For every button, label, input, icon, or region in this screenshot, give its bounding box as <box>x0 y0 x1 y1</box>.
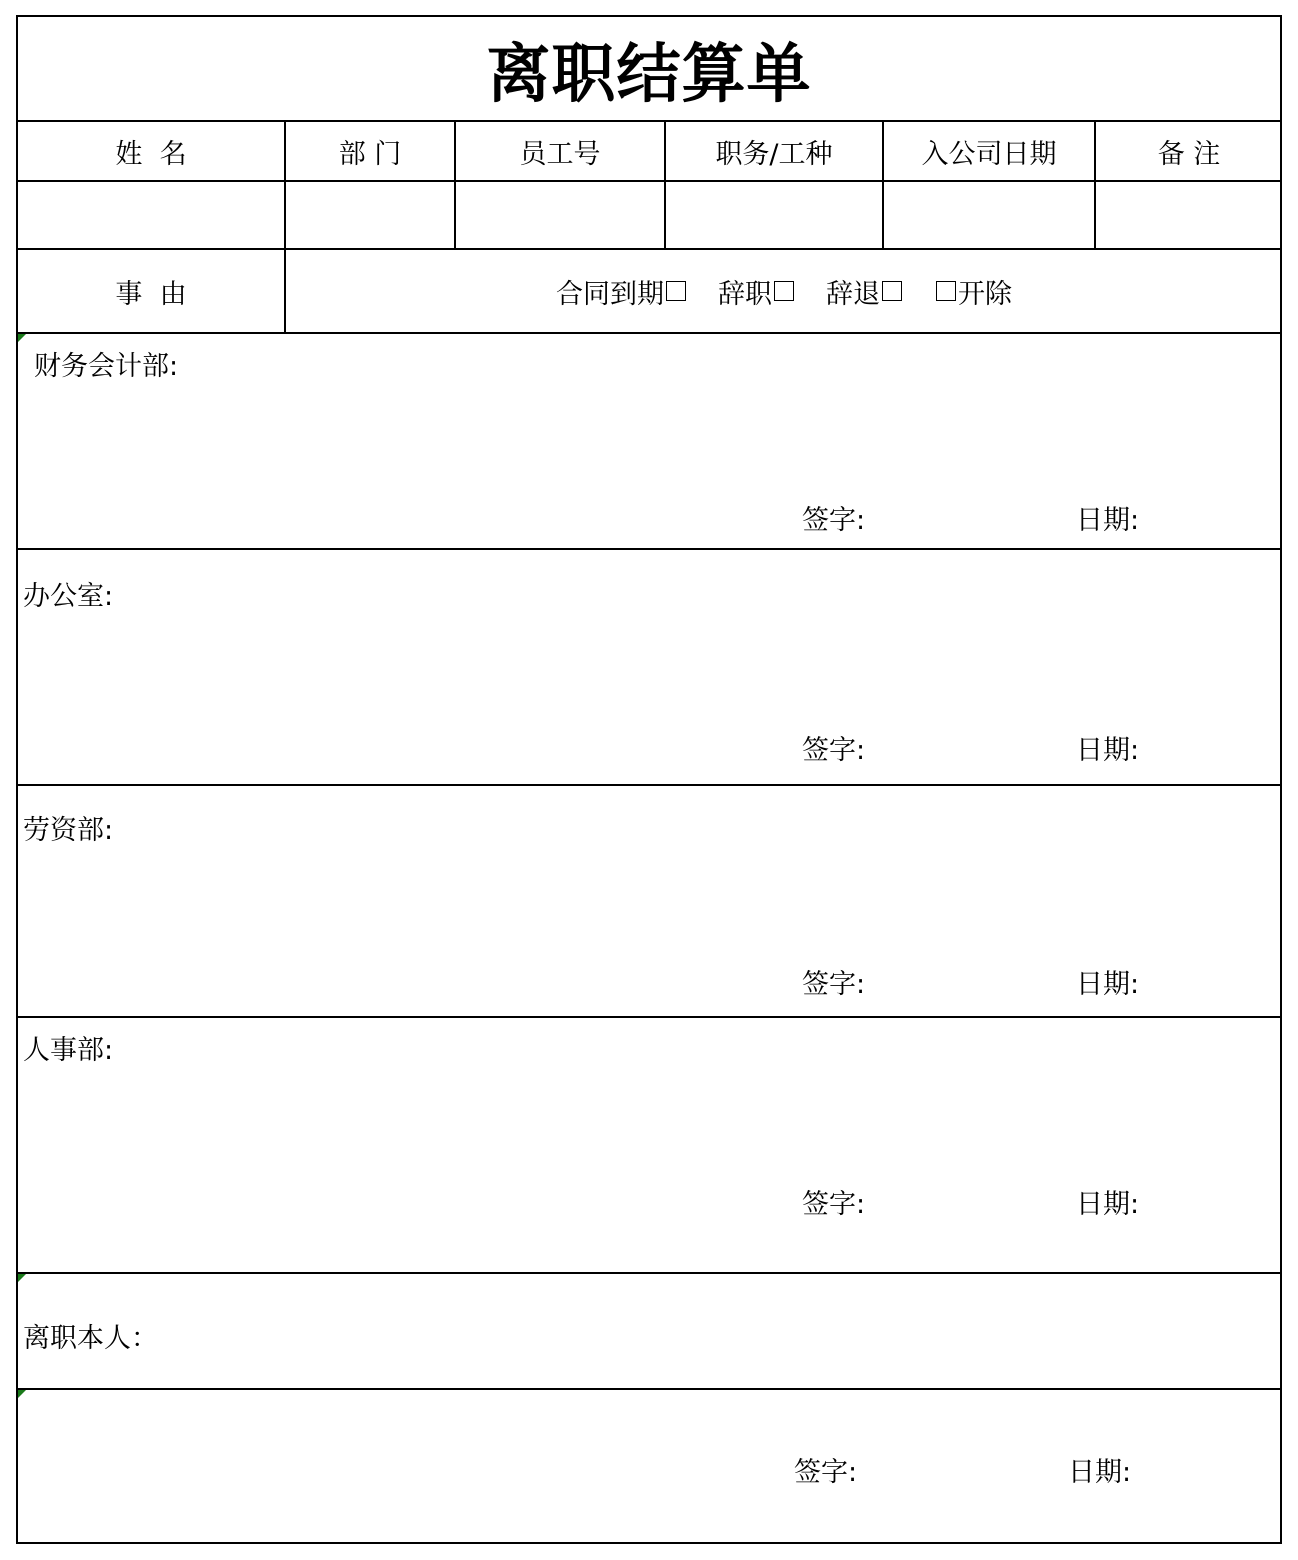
join-date-field[interactable] <box>884 182 1094 248</box>
form-title: 离职结算单 <box>486 38 812 112</box>
date-label: 日期: <box>1076 735 1140 766</box>
cell-comment-marker <box>18 1390 26 1398</box>
header-remark: 备 注 <box>1157 138 1221 170</box>
section-self-label: 离职本人： <box>23 1323 158 1354</box>
date-label: 日期: <box>1076 969 1140 1000</box>
sign-label: 签字: <box>802 969 866 1000</box>
emp-no-field[interactable] <box>456 182 664 248</box>
header-name: 姓 名 <box>115 138 187 170</box>
date-label: 日期: <box>1068 1457 1132 1488</box>
cell-comment-marker <box>18 1274 26 1282</box>
checkbox[interactable] <box>774 281 794 301</box>
reason-contract-label: 合同到期 <box>556 278 664 310</box>
dept-field[interactable] <box>286 182 454 248</box>
date-label: 日期: <box>1076 1189 1140 1220</box>
reason-fire-label: 开除 <box>958 278 1012 310</box>
sign-label: 签字: <box>802 735 866 766</box>
section-hr-label: 人事部: <box>23 1035 114 1066</box>
divider <box>18 548 1280 550</box>
reason-label: 事 由 <box>115 278 187 310</box>
reason-fire[interactable] <box>934 272 1012 311</box>
reason-contract[interactable] <box>556 272 688 311</box>
reason-resign-label: 辞职 <box>718 278 772 310</box>
sign-label: 签字: <box>794 1457 858 1488</box>
remark-field[interactable] <box>1096 182 1282 248</box>
section-finance-label: 财务会计部: <box>34 351 179 382</box>
divider <box>18 1272 1280 1274</box>
reason-dismiss-label: 辞退 <box>826 278 880 310</box>
section-labor-label: 劳资部: <box>23 815 114 846</box>
divider <box>18 1388 1280 1390</box>
header-position: 职务/工种 <box>715 138 833 170</box>
sign-label: 签字: <box>802 505 866 536</box>
checkbox[interactable] <box>936 281 956 301</box>
reason-options <box>286 250 1282 332</box>
checkbox[interactable] <box>882 281 902 301</box>
reason-dismiss[interactable] <box>826 272 904 311</box>
settlement-form <box>16 15 1282 1544</box>
position-field[interactable] <box>666 182 882 248</box>
section-office-label: 办公室: <box>23 581 114 612</box>
sign-label: 签字: <box>802 1189 866 1220</box>
header-emp-no: 员工号 <box>519 138 601 170</box>
checkbox[interactable] <box>666 281 686 301</box>
date-label: 日期: <box>1076 505 1140 536</box>
name-field[interactable] <box>18 182 284 248</box>
divider <box>18 332 1280 334</box>
cell-comment-marker <box>18 334 26 342</box>
divider <box>18 1016 1280 1018</box>
divider <box>18 784 1280 786</box>
header-join-date: 入公司日期 <box>921 138 1057 170</box>
reason-resign[interactable] <box>718 272 796 311</box>
header-dept: 部 门 <box>338 138 402 170</box>
